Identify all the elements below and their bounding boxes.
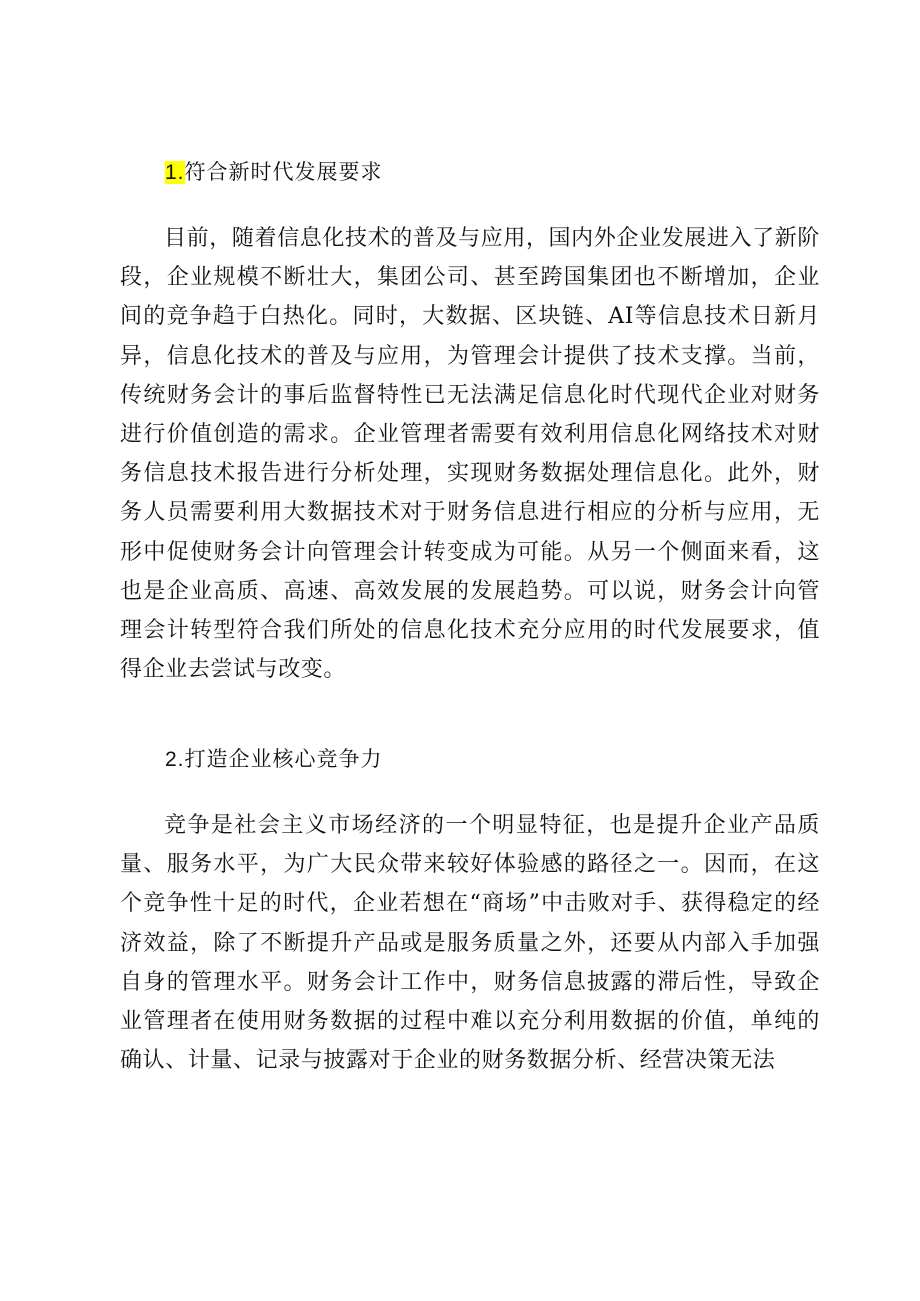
section-heading-1 <box>165 158 383 187</box>
section-paragraph-1: 目前，随着信息化技术的普及与应用，国内外企业发展进入了新阶段，企业规模不断壮大，集团公司、甚至跨国集团也不断增加，企业间的竞争趋于白热化。同时，大数据、区块链、AI等信息技术日新月异，信息化技术的普及与应用，为管理会计提供了技术支撑。当前，传统财务会计的事后监督特性已无法满足信息化时代现代企业对财务进行价值创造的需求。企业管理者需要有效利用信息化网络技术对财务信息技术报告进行分析处理，实现财务数据处理信息化。此外，财务人员需要利用大数据技术对于财务信息进行相应的分析与应用，无形中促使财务会计向管理会计转变成为可能。从另一个侧面来看，这也是企业高质、高速、高效发展的发展趋势。可以说，财务会计向管理会计转型符合我们所处的信息化技术充分应用的时代发展要求，值得企业去尝试与改变。 <box>120 226 820 683</box>
section-paragraph-2: 竞争是社会主义市场经济的一个明显特征，也是提升企业产品质量、服务水平，为广大民众带来较好体验感的路径之一。因而，在这个竞争性十足的时代，企业若想在“商场”中击败对手、获得稳定的经济效益，除了不断提升产品或是服务质量之外，还要从内部入手加强自身的管理水平。财务会计工作中，财务信息披露的滞后性，导致企业管理者在使用财务数据的过程中难以充分利用数据的价值，单纯的确认、计量、记录与披露对于企业的财务数据分析、经营决策无法 <box>120 813 820 1074</box>
section-number-1: 1. <box>165 161 185 184</box>
section-heading-2 <box>165 745 383 774</box>
section-number-2: 2. <box>165 748 185 771</box>
section-title-1: 符合新时代发展要求 <box>184 160 383 184</box>
section-title-2: 打造企业核心竞争力 <box>184 747 383 771</box>
